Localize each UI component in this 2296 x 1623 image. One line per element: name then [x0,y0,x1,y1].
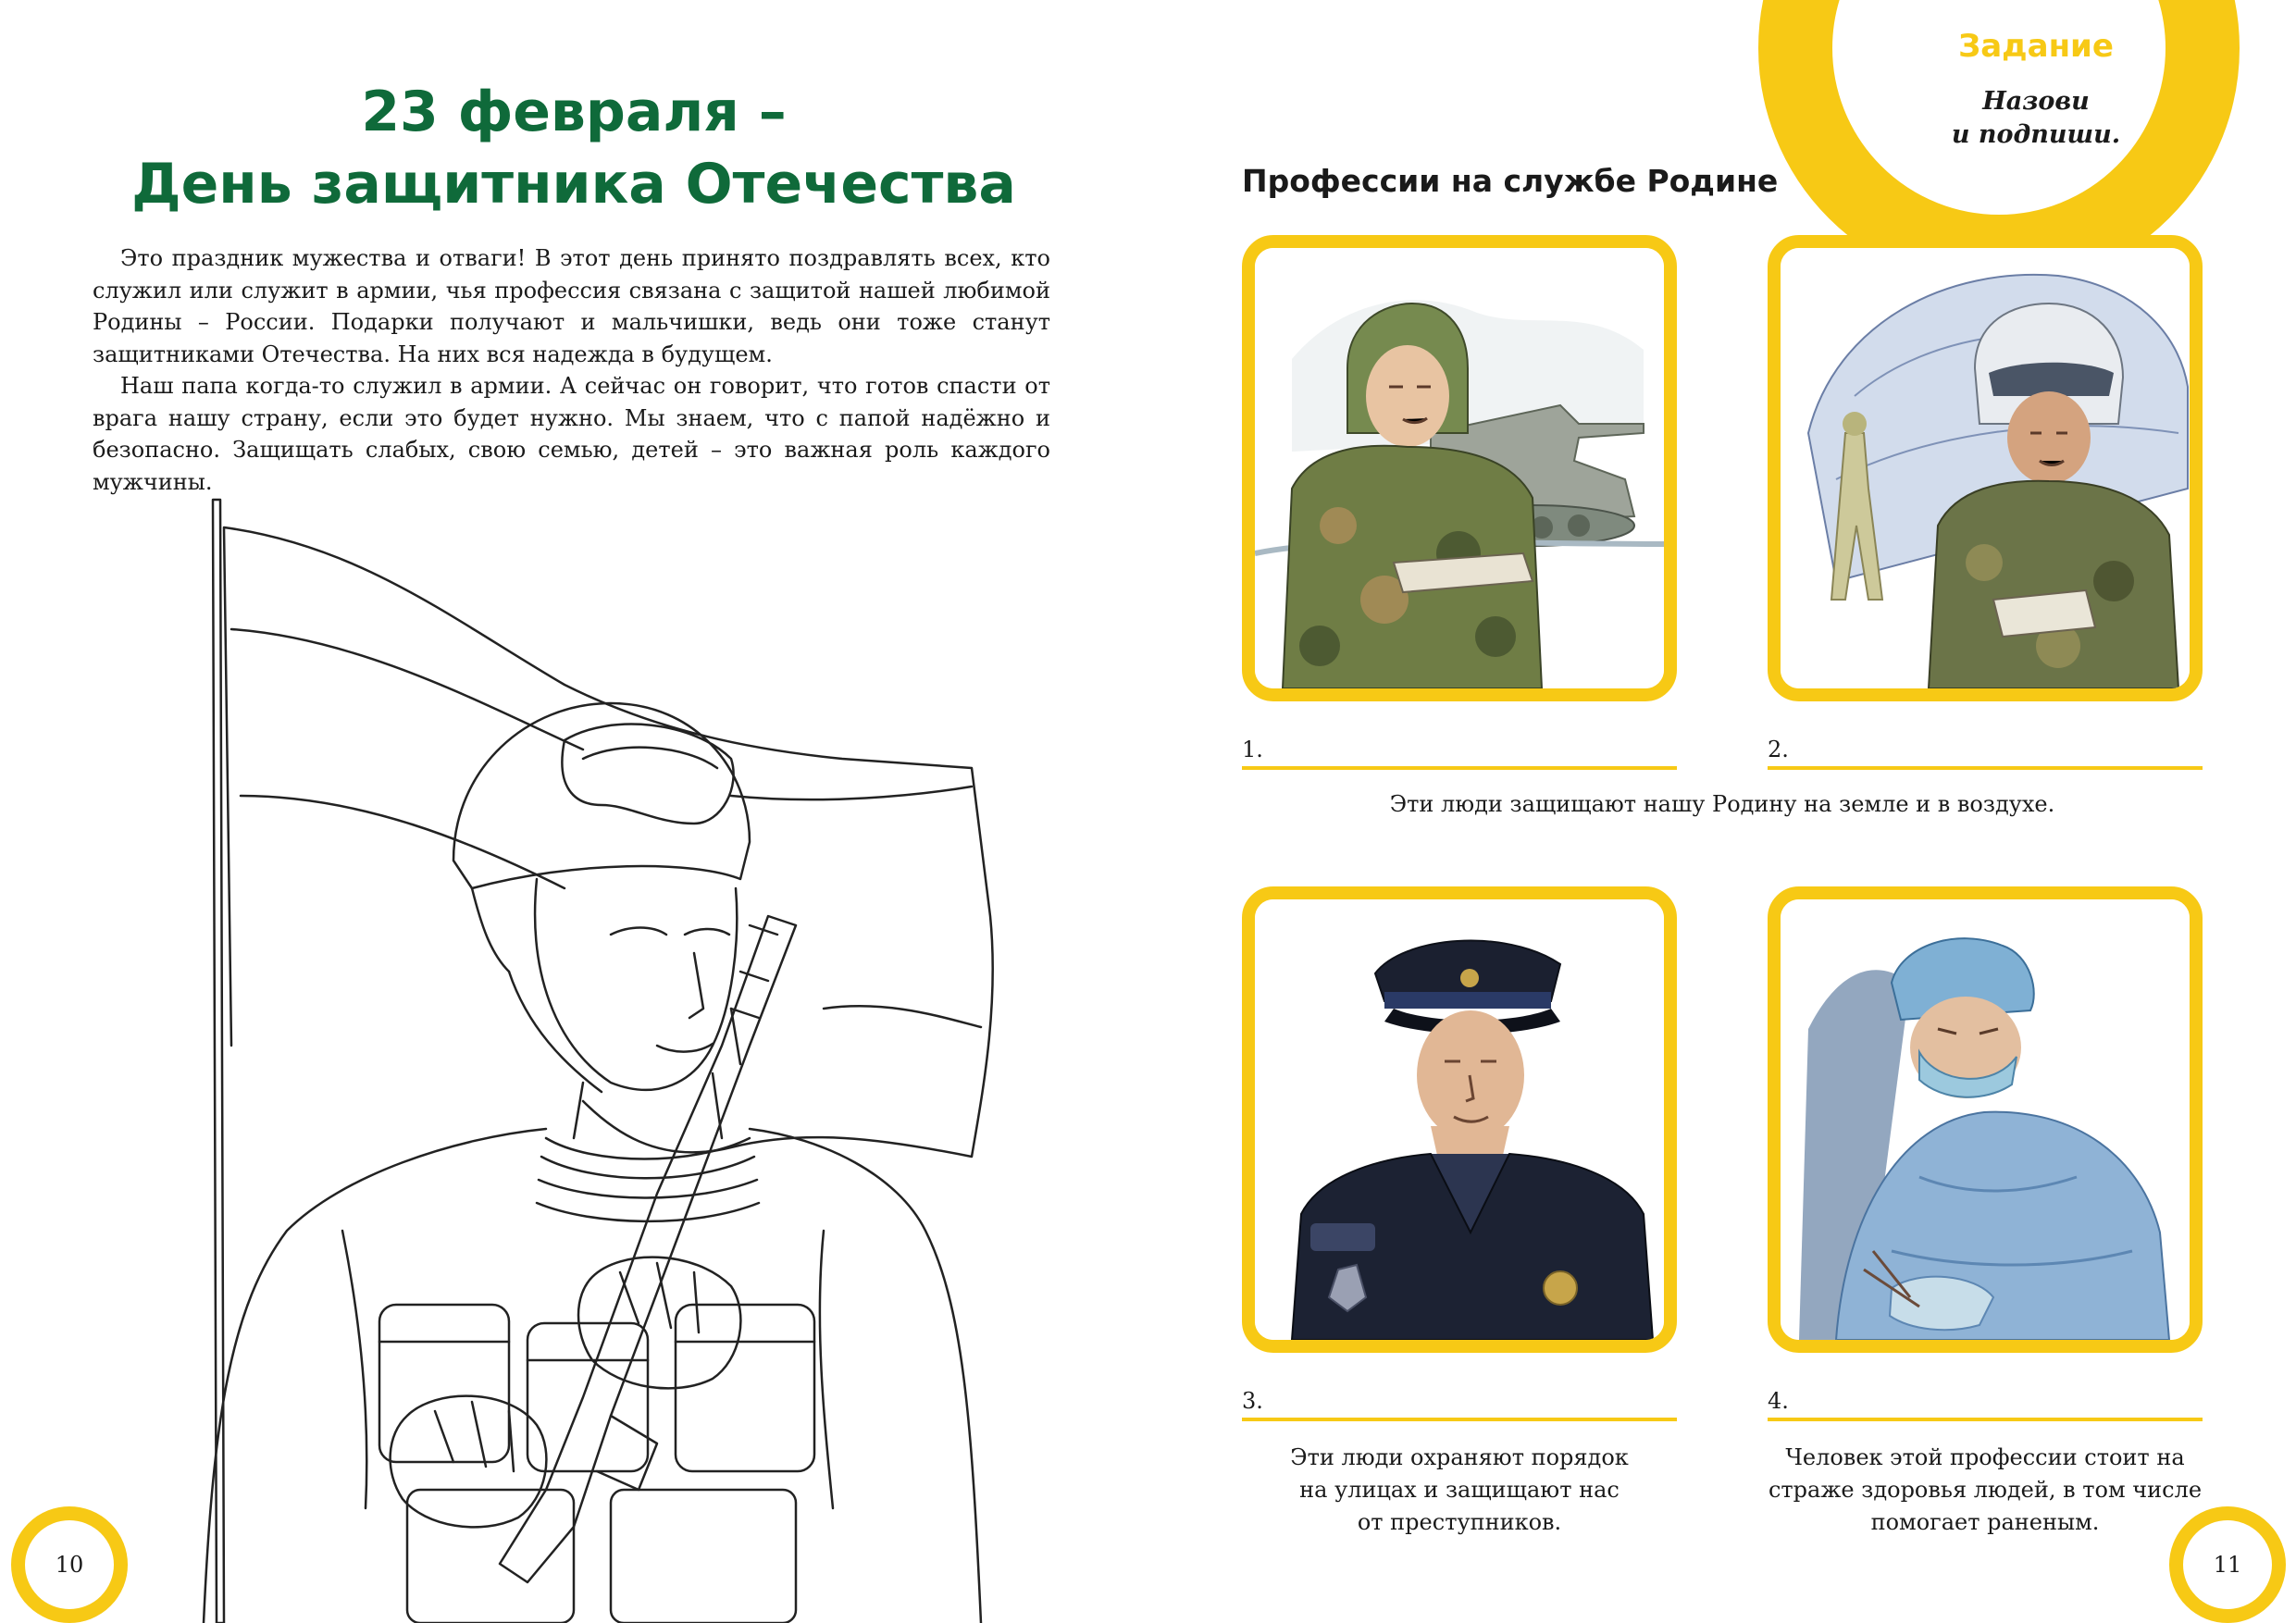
answer-line-4[interactable] [1768,1381,2203,1421]
task-line-1: Назови [1982,87,2090,116]
section-title: Профессии на службе Родине [1242,163,1779,199]
caption-police-line-2: на улицах и защищают нас [1299,1477,1620,1503]
title-line-1: 23 февраля – [361,80,787,144]
caption-police-line-1: Эти люди охраняют порядок [1290,1444,1629,1470]
answer-number-3: 3. [1242,1388,1263,1414]
page-number-right: 11 [2169,1506,2286,1623]
answer-line-1[interactable] [1242,729,1677,770]
caption-doctor [1768,1442,2203,1539]
intro-paragraph-1: Это праздник мужества и отваги! В этот день принято поздравлять всех, кто служил или служит в армии, чья профессия связана с защитой нашей любимой Родины – России. Подарки получают и мальчишки, ведь они тоже станут защитниками Отечества. На них вся надежда в будущем. [93,245,1050,367]
answer-line-3[interactable] [1242,1381,1677,1421]
caption-doctor-line-2: страже здоровья людей, в том числе [1768,1477,2203,1503]
title-line-2: День защитника Отечества [131,152,1016,217]
task-line-2: и подпиши. [1951,120,2121,149]
task-title: Задание [1958,28,2114,65]
answer-number-2: 2. [1768,737,1789,762]
police-officer-illustration [1255,899,1664,1340]
page-number-left: 10 [11,1506,128,1623]
intro-text [93,242,1050,498]
answer-number-1: 1. [1242,737,1263,762]
picture-frame-4 [1768,886,2203,1353]
caption-doctor-line-1: Человек этой профессии стоит на [1785,1444,2185,1470]
picture-frame-2 [1768,235,2203,701]
page-title [74,76,1074,220]
picture-frame-3 [1242,886,1677,1353]
caption-doctor-line-3: помогает раненым. [1870,1509,2100,1535]
caption-police-line-3: от преступников. [1357,1509,1562,1535]
surgeon-illustration [1781,899,2190,1340]
picture-frame-1 [1242,235,1677,701]
intro-paragraph-2: Наш папа когда-то служил в армии. А сейчас он говорит, что готов спасти от врага нашу страну, если это будет нужно. Мы знаем, что с папой надёжно и безопасно. Защищать слабых, свою семью, детей – это важная роль каждого мужчины. [93,373,1050,495]
soldier-coloring-illustration [176,490,1009,1623]
answer-line-2[interactable] [1768,729,2203,770]
answer-number-4: 4. [1768,1388,1789,1414]
tank-soldier-illustration [1255,248,1664,688]
task-text [1925,85,2147,152]
caption-police [1242,1442,1677,1539]
pilot-illustration [1781,248,2190,688]
caption-military: Эти люди защищают нашу Родину на земле и в воздухе. [1389,791,2055,817]
